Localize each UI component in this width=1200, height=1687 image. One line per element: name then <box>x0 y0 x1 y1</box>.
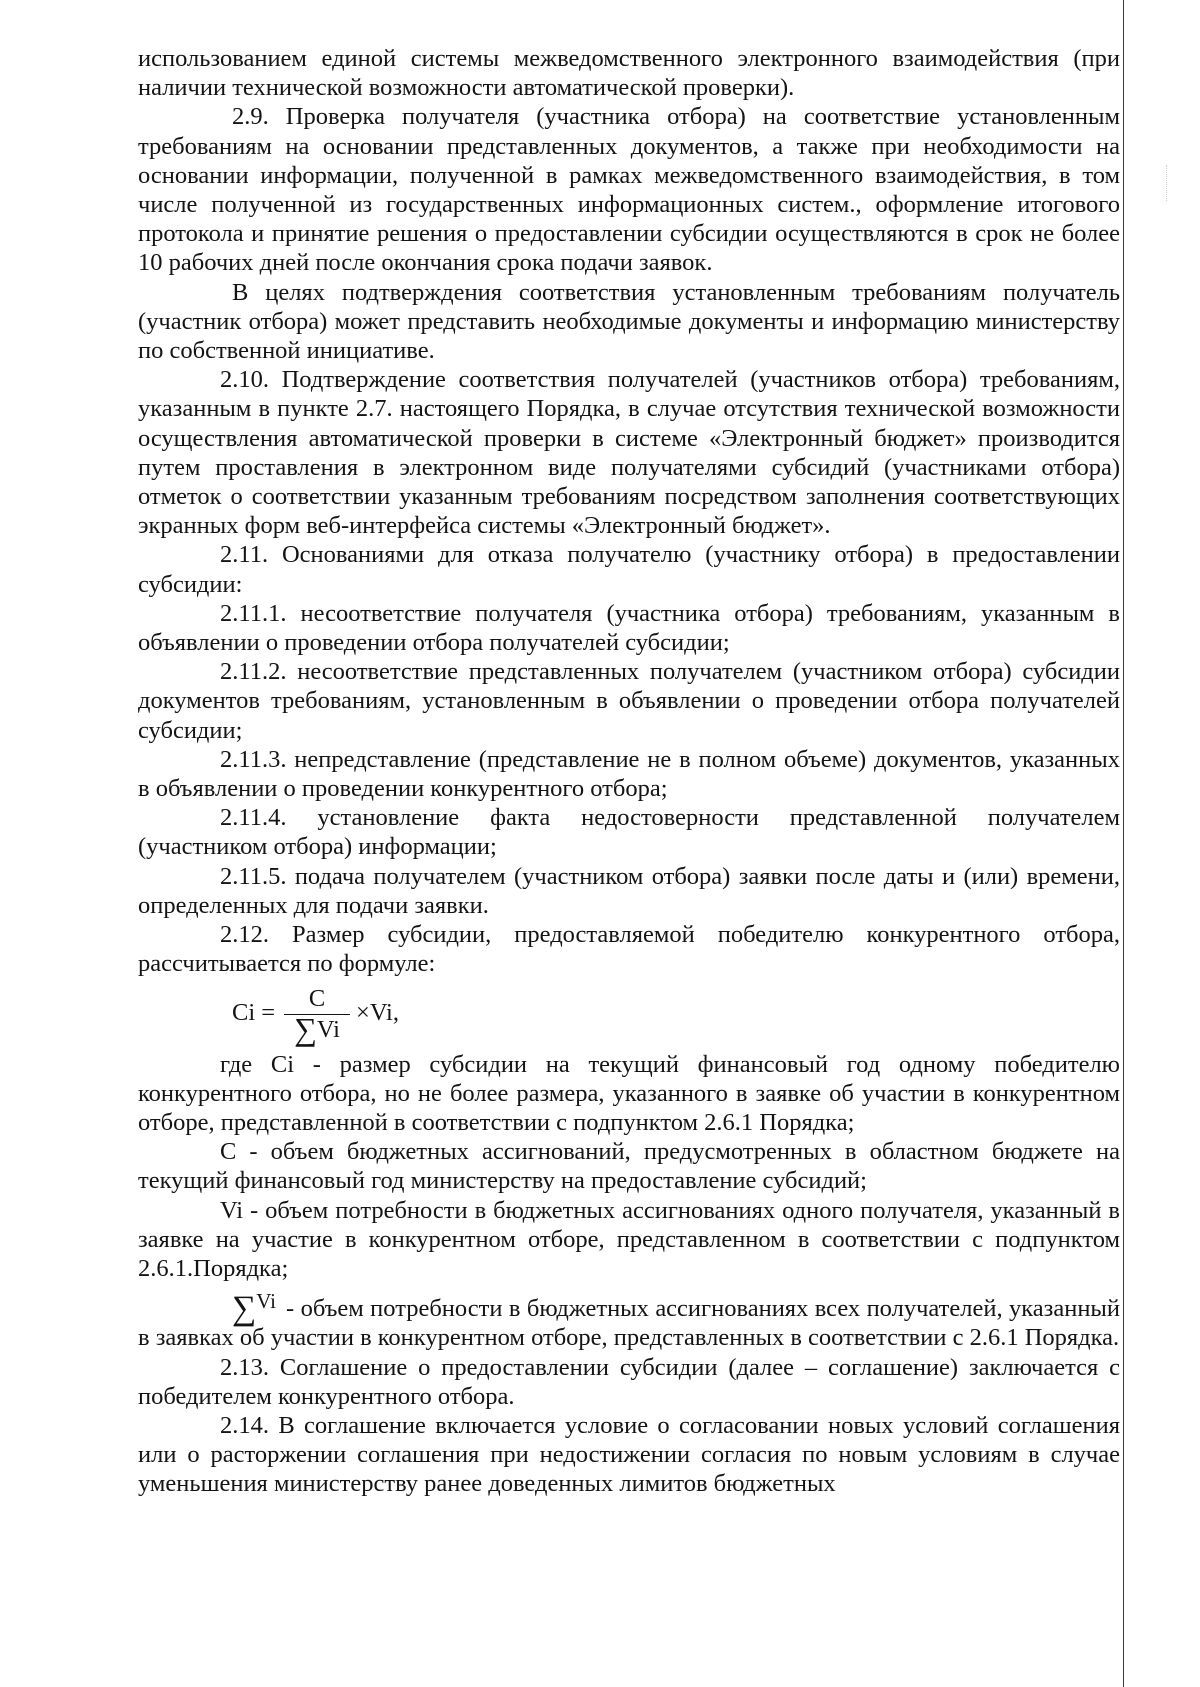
scan-artifact <box>1166 165 1168 201</box>
paragraph-2-9: 2.9. Проверка получателя (участника отбора) на соответствие установленным требованиям на основании представленных документов, а также при необходимости на основании информации, полученной в рамках межведомственного взаимодействия, в том числе полученной из государственных информационных систем., оформление итогового протокола и принятие решения о предоставлении субсидии осуществляются в срок не более 10 рабочих дней после окончания срока подачи заявок. <box>138 103 1120 277</box>
paragraph-2-11-2: 2.11.2. несоответствие представленных получателем (участником отбора) субсидии документов требованиям, установленным в объявлении о проведении отбора получателей субсидии; <box>138 658 1120 744</box>
formula-lhs: Ci = <box>232 998 276 1026</box>
definition-vi: Vi - объем потребности в бюджетных ассигнованиях одного получателя, указанный в заявке на участие в конкурентном отборе, представленном в соответствии с подпунктом 2.6.1.Порядка; <box>138 1196 1120 1282</box>
subsidy-formula <box>232 984 1120 1047</box>
definition-sum-vi <box>138 1287 1120 1352</box>
sum-sigma-symbol: ∑ <box>232 1290 257 1328</box>
definition-c: С - объем бюджетных ассигнований, предусмотренных в областном бюджете на текущий финансовый год министерству на предоставление субсидий; <box>138 1138 1120 1195</box>
paragraph-2-12: 2.12. Размер субсидии, предоставляемой победителю конкурентного отбора, рассчитывается по формуле: <box>138 921 1120 978</box>
paragraph-2-11: 2.11. Основаниями для отказа получателю (участнику отбора) в предоставлении субсидии: <box>138 541 1120 598</box>
paragraph-2-14: 2.14. В соглашение включается условие о согласовании новых условий соглашения или о расторжении соглашения при недостижении согласия по новым условиям в случае уменьшения министерству ранее доведенных лимитов бюджетных <box>138 1411 1120 1498</box>
formula-fraction <box>284 984 350 1047</box>
paragraph-confirmation: В целях подтверждения соответствия установленным требованиям получатель (участник отбора) может представить необходимые документы и информацию министерству по собственной инициативе. <box>138 278 1120 365</box>
definition-ci: где Ci - размер субсидии на текущий финансовый год одному победителю конкурентного отбора, но не более размера, указанного в заявке об участии в конкурентном отборе, представленной в соответствии с подпунктом 2.6.1 Порядка; <box>138 1050 1120 1136</box>
paragraph-2-11-3: 2.11.3. непредставление (представление не в полном объеме) документов, указанных в объявлении о проведении конкурентного отбора; <box>138 745 1120 803</box>
formula-denominator-var: Vi <box>316 1015 340 1043</box>
formula-numerator: C <box>284 984 350 1015</box>
paragraph-2-10: 2.10. Подтверждение соответствия получателей (участников отбора) требованиям, указанным в пункте 2.7. настоящего Порядка, в случае отсутствия технической возможности осуществления автоматической проверки в системе «Электронный бюджет» производится путем проставления в электронном виде получателями субсидий (участниками отбора) отметок о соответствии указанным требованиям посредством заполнения соответствующих экранных форм веб-интерфейса системы «Электронный бюджет». <box>138 366 1120 540</box>
paragraph-2-11-5: 2.11.5. подача получателем (участником отбора) заявки после даты и (или) времени, определенных для подачи заявки. <box>138 862 1120 919</box>
scan-edge-line <box>1123 0 1124 1687</box>
sigma-symbol: ∑ <box>294 1010 317 1047</box>
paragraph-continuation: использованием единой системы межведомственного электронного взаимодействия (при наличии технической возможности автоматической проверки). <box>138 45 1120 102</box>
sum-var: Vi <box>256 1289 276 1314</box>
document-page <box>138 44 1120 1499</box>
sum-definition-text: - объем потребности в бюджетных ассигнованиях всех получателей, указанный в заявках об участии в конкурентном отборе, представленных в соответствии с 2.6.1 Порядка. <box>138 1295 1120 1352</box>
formula-rhs: ×Vi, <box>356 998 399 1026</box>
paragraph-2-11-1: 2.11.1. несоответствие получателя (участника отбора) требованиям, указанным в объявлении о проведении отбора получателей субсидии; <box>138 599 1120 657</box>
paragraph-2-11-4: 2.11.4. установление факта недостоверности представленной получателем (участником отбора) информации; <box>138 804 1120 861</box>
formula-denominator <box>284 1010 350 1047</box>
paragraph-2-13: 2.13. Соглашение о предоставлении субсидии (далее – соглашение) заключается с победителем конкурентного отбора. <box>138 1353 1120 1410</box>
